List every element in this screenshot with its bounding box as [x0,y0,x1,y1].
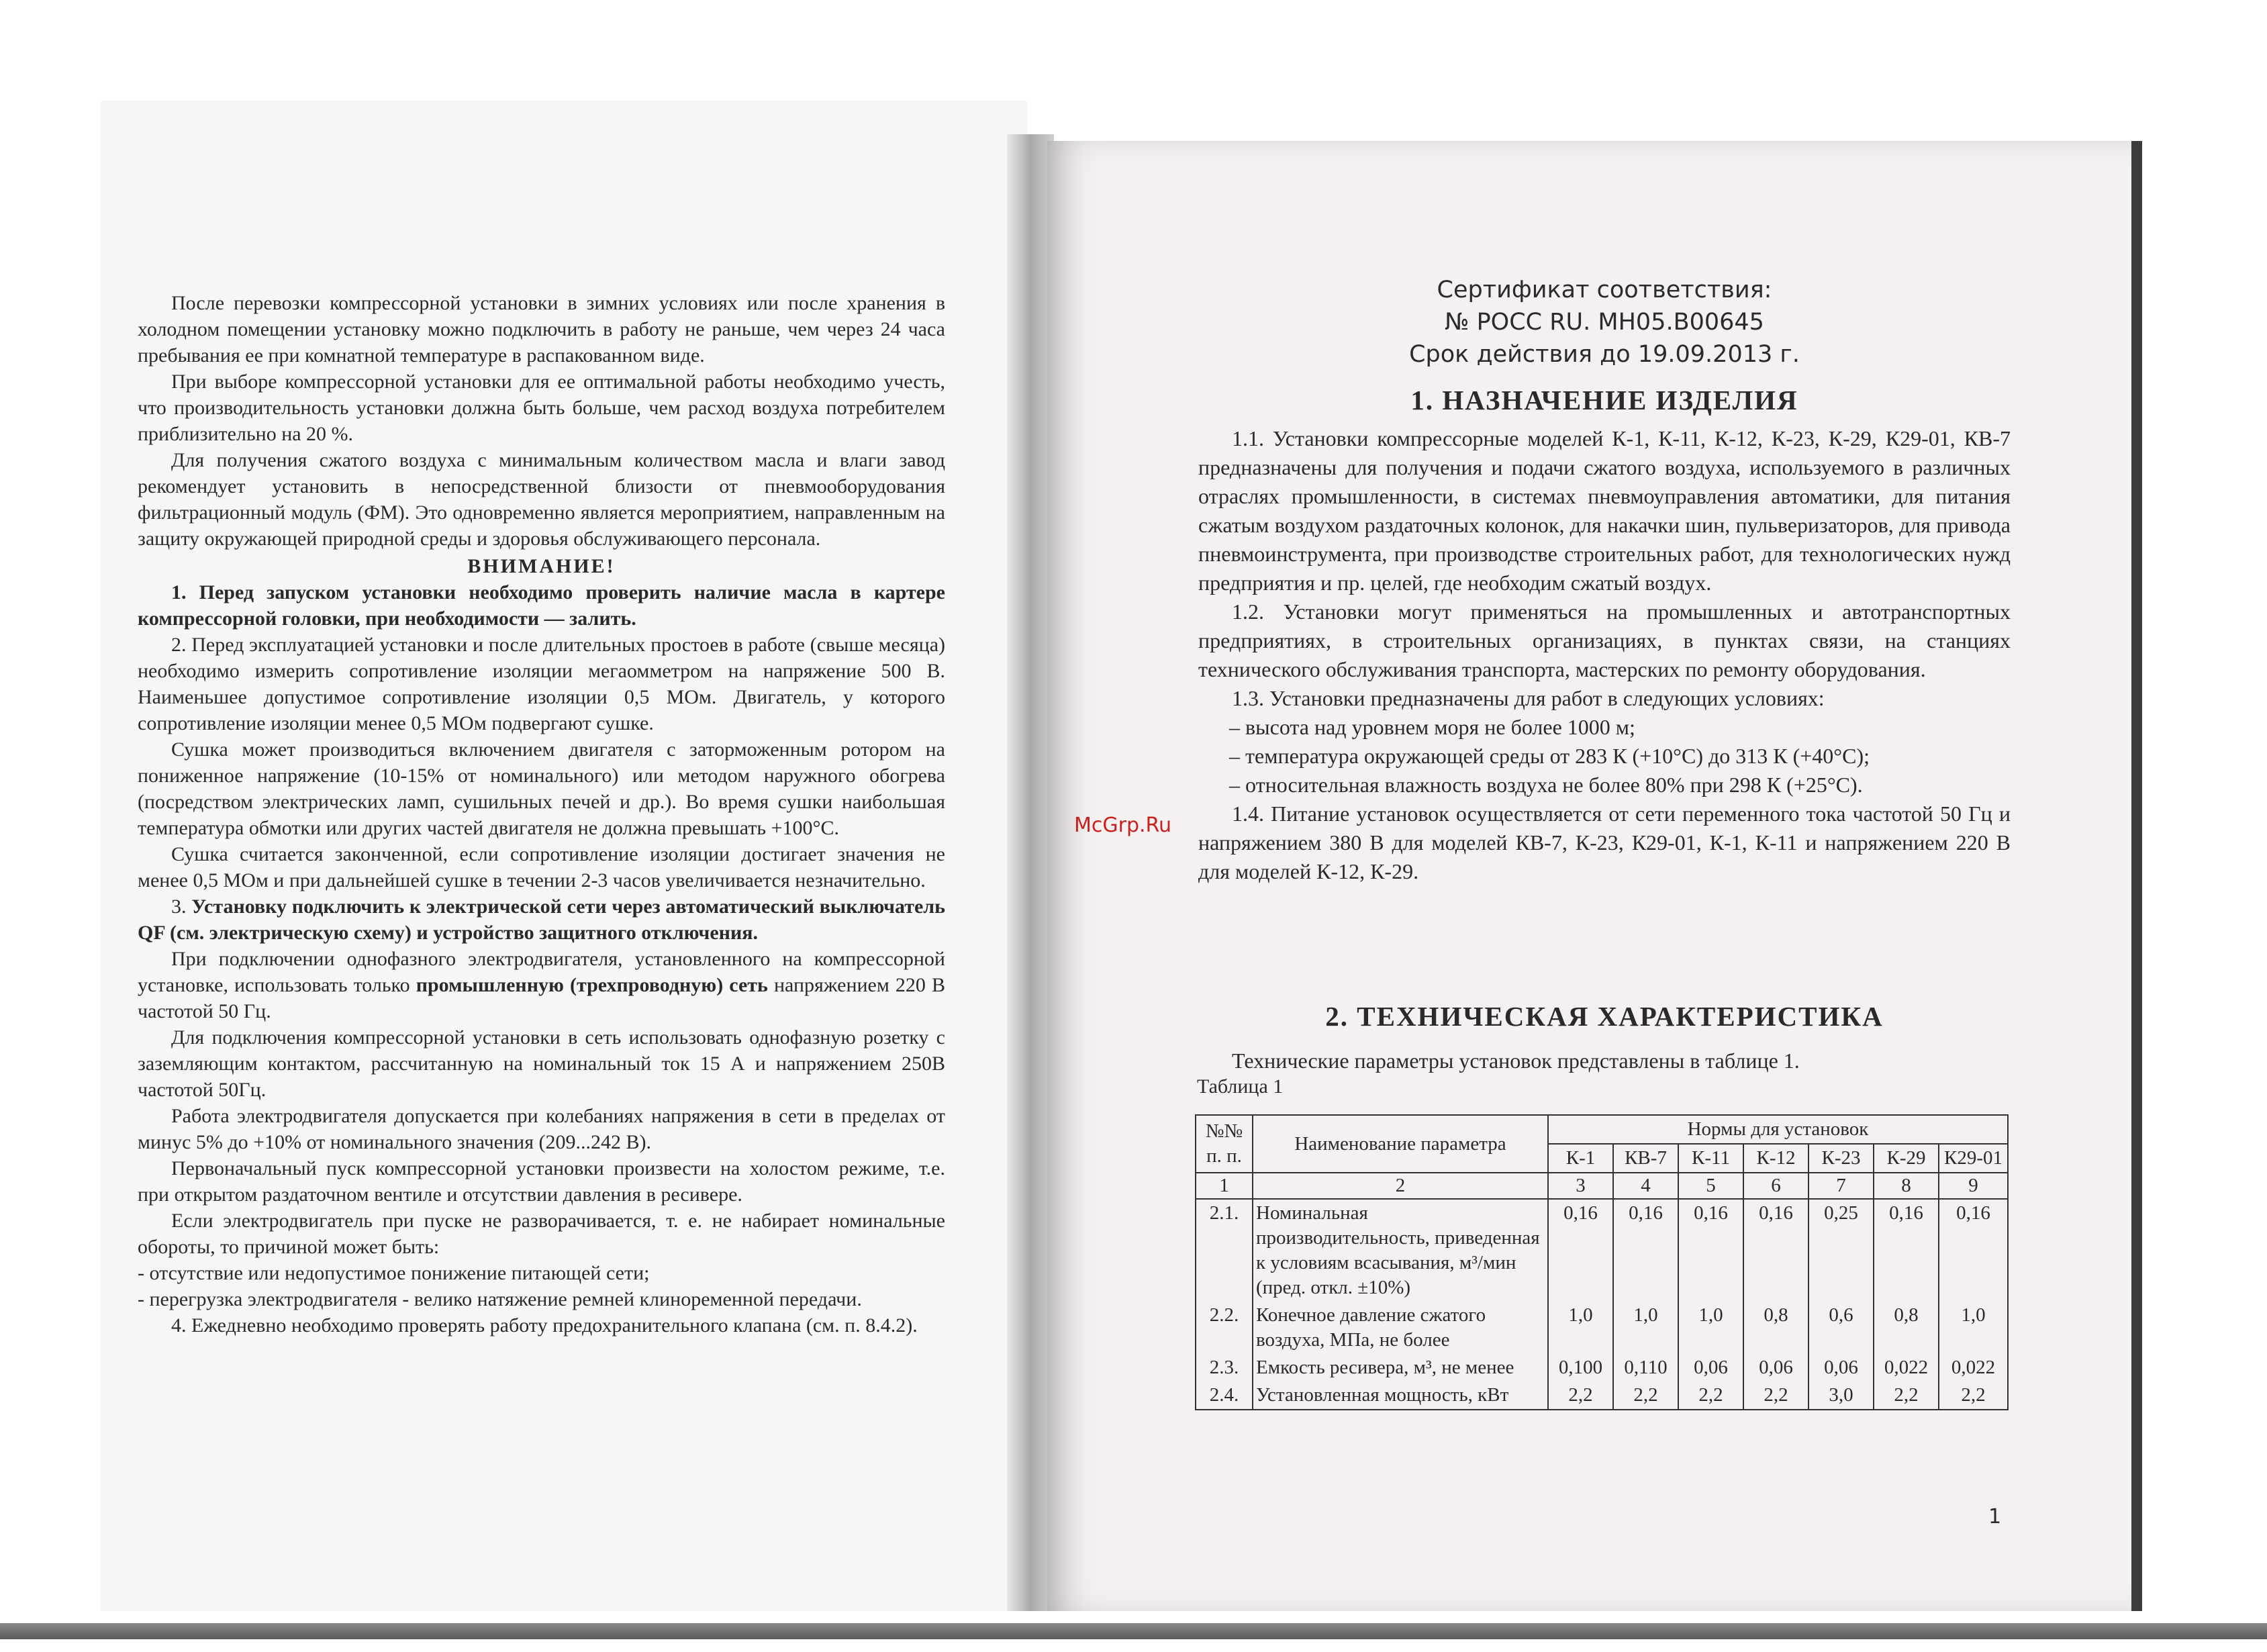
paragraph: Для подключения компрессорной установки в сеть использовать однофазную розетку с заземляющим контактом, рассчитанную на номинальный ток 15 А и напряжением 250В частотой 50Гц. [138,1026,945,1101]
row-parameter: Конечное давление сжатого воздуха, МПа, не более [1253,1302,1548,1354]
table-row [1196,1354,2008,1381]
certificate-validity: Срок действия до 19.09.2013 г. [1409,341,1800,368]
table-header-row [1196,1115,2008,1144]
row-value: 1,0 [1548,1302,1613,1354]
table-intro [1198,1047,2011,1074]
row-value: 2,2 [1743,1381,1808,1410]
row-value: 0,110 [1613,1354,1678,1381]
row-value: 1,0 [1613,1302,1678,1354]
paragraph: При выборе компрессорной установки для ее оптимальной работы необходимо учесть, что производительность установки должна быть больше, чем расход воздуха потребителем приблизительно на 20 %. [138,371,945,445]
column-number: 5 [1678,1173,1743,1199]
row-value: 3,0 [1808,1381,1874,1410]
row-value: 2,2 [1874,1381,1939,1410]
row-value: 0,06 [1743,1354,1808,1381]
row-value: 2,2 [1939,1381,2008,1410]
row-value: 0,8 [1874,1302,1939,1354]
row-value: 0,8 [1743,1302,1808,1354]
row-value: 0,25 [1808,1199,1874,1302]
row-value: 0,06 [1808,1354,1874,1381]
row-value: 0,16 [1678,1199,1743,1302]
row-value: 0,16 [1613,1199,1678,1302]
row-number: 2.1. [1196,1199,1253,1302]
row-value: 0,100 [1548,1354,1613,1381]
certificate-number: № РОСС RU. МН05.В00645 [1445,309,1764,336]
row-value: 0,16 [1939,1199,2008,1302]
certificate-title: Сертификат соответствия: [1437,277,1772,303]
row-number: 2.2. [1196,1302,1253,1354]
table-intro-text: Технические параметры установок представлены в таблице 1. [1232,1049,1800,1073]
paragraph: 1.4. Питание установок осуществляется от сети переменного тока частотой 50 Гц и напряжением 380 В для моделей КВ-7, К-23, К29-01, К-1, К-11 и напряжением 220 В для моделей К-12, К-29. [1198,801,2011,883]
paragraph: Сушка может производиться включением двигателя с заторможенным ротором на пониженное напряжение (10-15% от номинального) или методом наружного обогрева (посредством электрических ламп, сушильных печей и др.). Во время сушки наибольшая температура обмотки или других частей двигателя не должна превышать +100°С. [138,738,945,839]
paragraph: Сушка считается законченной, если сопротивление изоляции достигает значения не менее 0,5 МОм и при дальнейшей сушке в течении 2-3 часов увеличивается незначительно. [138,843,945,891]
list-item: – температура окружающей среды от 283 К (+10°С) до 313 К (+40°С); [1229,744,1870,768]
model-header: К-29 [1874,1144,1939,1173]
row-value: 2,2 [1548,1381,1613,1410]
row-value: 0,16 [1548,1199,1613,1302]
model-header: К-11 [1678,1144,1743,1173]
header-name: Наименование параметра [1253,1115,1548,1173]
row-number: 2.3. [1196,1354,1253,1381]
table-row [1196,1302,2008,1354]
row-value: 2,2 [1678,1381,1743,1410]
list-item: – высота над уровнем моря не более 1000 м; [1229,715,1635,739]
row-value: 1,0 [1939,1302,2008,1354]
paragraph-bold [138,579,945,632]
section-1-text [1198,424,2011,886]
paragraph: 1.2. Установки могут применяться на промышленных и автотранспортных предприятиях, в строительных организациях, в пунктах связи, на станциях технического обслуживания транспорта, мастерских по ремонту оборудования. [1198,599,2011,681]
model-header: К-12 [1743,1144,1808,1173]
row-value: 0,16 [1743,1199,1808,1302]
paragraph-mixed [138,946,945,1024]
section-2-title: 2. ТЕХНИЧЕСКАЯ ХАРАКТЕРИСТИКА [1325,1001,1884,1032]
column-number: 3 [1548,1173,1613,1199]
column-number: 9 [1939,1173,2008,1199]
paragraph: После перевозки компрессорной установки в зимних условиях или после хранения в холодном помещении установку можно подключить в работу не раньше, чем через 24 часа пребывания ее при комнатной температуре в распакованном виде. [138,292,945,367]
model-header: К29-01 [1939,1144,2008,1173]
column-number: 7 [1808,1173,1874,1199]
text: напряжением 220 В частотой 50 Гц. [138,974,946,1022]
page-number: 1 [1988,1505,2002,1528]
list-item: - отсутствие или недопустимое понижение питающей сети; [138,1262,650,1284]
row-value: 0,022 [1939,1354,2008,1381]
paragraph: Если электродвигатель при пуске не разворачивается, т. е. не набирает номинальные обороты, то причиной может быть: [138,1210,945,1258]
table-row [1196,1381,2008,1410]
spec-table [1195,1114,2009,1410]
column-number: 4 [1613,1173,1678,1199]
table-label: Таблица 1 [1197,1075,1284,1098]
paragraph: 1.3. Установки предназначены для работ в следующих условиях: [1232,686,1825,710]
column-number: 6 [1743,1173,1808,1199]
left-page-text [138,290,945,1339]
model-header: КВ-7 [1613,1144,1678,1173]
item-number: 3. [171,895,187,918]
list-item: – относительная влажность воздуха не более 80% при 298 К (+25°С). [1229,773,1863,797]
row-value: 0,022 [1874,1354,1939,1381]
header-norms: Нормы для установок [1548,1115,2008,1144]
paragraph: Работа электродвигателя допускается при колебаниях напряжения в сети в пределах от минус 5% до +10% от номинального значения (209...242 В). [138,1105,945,1153]
watermark-link[interactable]: McGrp.Ru [1074,814,1172,837]
paragraph-mixed [138,893,945,946]
column-number: 2 [1253,1173,1548,1199]
table-column-numbers [1196,1173,2008,1199]
column-number: 8 [1874,1173,1939,1199]
row-value: 0,6 [1808,1302,1874,1354]
row-parameter: Установленная мощность, кВт [1253,1381,1548,1410]
model-header: К-1 [1548,1144,1613,1173]
bold-text: 1. Перед запуском установки необходимо проверить наличие масла в картере компрессорной головки, при необходимости — залить. [138,581,945,630]
text: При подключении однофазного электродвигателя, установленного на компрессорной установке, использовать только [138,948,945,996]
column-number: 1 [1196,1173,1253,1199]
paragraph: Первоначальный пуск компрессорной установки произвести на холостом режиме, т.е. при открытом раздаточном вентиле и отсутствии давления в ресивере. [138,1157,945,1206]
row-value: 1,0 [1678,1302,1743,1354]
bold-text: Установку подключить к электрической сети через автоматический выключатель QF (см. электрическую схему) и устройство защитного отключения. [138,895,946,944]
row-parameter: Номинальная производительность, приведенная к условиям всасывания, м³/мин (пред. откл. ±10%) [1253,1199,1548,1302]
certificate-block [1202,274,2007,371]
row-parameter: Емкость ресивера, м³, не менее [1253,1354,1548,1381]
paragraph: 2. Перед эксплуатацией установки и после длительных простоев в работе (свыше месяца) необходимо измерить сопротивление изоляции мегаомметром на напряжение 500 В. Наименьшее допустимое сопротивление изоляции 0,5 МОм. Двигатель, у которого сопротивление изоляции менее 0,5 МОм подвергают сушке. [138,634,945,734]
model-header: К-23 [1808,1144,1874,1173]
attention-heading: ВНИМАНИЕ! [467,555,616,577]
list-item: - перегрузка электродвигателя - велико натяжение ремней клиноременной передачи. [138,1288,862,1310]
bold-text: промышленную (трехпроводную) сеть [416,974,768,996]
scan-bottom-edge [0,1623,2267,1639]
section-1-title: 1. НАЗНАЧЕНИЕ ИЗДЕЛИЯ [1410,385,1798,416]
table-row [1196,1199,2008,1302]
paragraph: 4. Ежедневно необходимо проверять работу предохранительного клапана (см. п. 8.4.2). [171,1314,918,1337]
row-number: 2.4. [1196,1381,1253,1410]
row-value: 2,2 [1613,1381,1678,1410]
row-value: 0,16 [1874,1199,1939,1302]
header-num: №№ п. п. [1196,1115,1253,1173]
row-value: 0,06 [1678,1354,1743,1381]
paragraph: 1.1. Установки компрессорные моделей К-1, К-11, К-12, К-23, К-29, К29-01, КВ-7 предназначены для получения и подачи сжатого воздуха, используемого в различных отраслях промышленности, в системах пневмоуправления автоматики, для питания сжатым воздухом раздаточных колонок, для накачки шин, пульверизаторов, для привода пневмоинструмента, при производстве строительных работ, для технологических нужд предприятия и пр. целей, где необходим сжатый воздух. [1198,426,2011,595]
paragraph: Для получения сжатого воздуха с минимальным количеством масла и влаги завод рекомендует установить в непосредственной близости от пневмооборудования фильтрационный модуль (ФМ). Это одновременно является мероприятием, направленным на защиту окружающей природной среды и здоровья обслуживающего персонала. [138,449,945,550]
